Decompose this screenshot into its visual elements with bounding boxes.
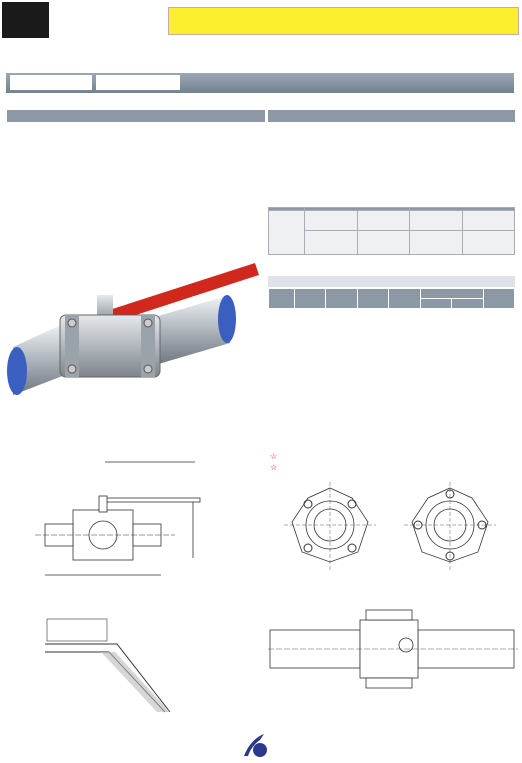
col-partname <box>294 110 388 122</box>
dim-col-f <box>389 289 420 309</box>
flange-large-drawing <box>400 480 500 590</box>
pressure-val-steam <box>357 231 410 255</box>
nomenclature-label <box>10 75 92 90</box>
materials-label <box>96 75 180 90</box>
side-view-drawing <box>268 600 518 700</box>
pressure-cond-steam <box>357 211 410 231</box>
col-material <box>129 110 265 122</box>
parts-table-right <box>268 110 515 122</box>
dimensions-title <box>268 276 515 287</box>
test-seat-label <box>462 211 515 231</box>
dim-col-t-5s <box>420 299 451 309</box>
section-drawing <box>5 440 215 590</box>
col-no <box>268 110 294 122</box>
dim-col-d <box>295 289 326 309</box>
temperature-chart <box>5 600 220 735</box>
note-purge <box>270 463 277 472</box>
flange-small-drawing <box>280 480 380 590</box>
test-body-label <box>410 211 463 231</box>
pressure-table <box>268 207 515 255</box>
right-pipe-cap <box>218 295 236 343</box>
col-no <box>7 110 33 122</box>
star-icon: ☆ <box>270 452 278 461</box>
model-code-badge <box>2 2 49 38</box>
pressure-cond-water <box>305 211 358 231</box>
drawing-handle <box>105 498 200 502</box>
test-body-value <box>410 231 463 255</box>
temp-legend <box>47 619 107 641</box>
test-seat-value <box>462 231 515 255</box>
dim-col-t <box>420 289 483 299</box>
valve-photo <box>5 255 265 405</box>
parts-table-left <box>7 110 265 122</box>
dim-col-e <box>326 289 357 309</box>
english-title-banner <box>168 7 519 35</box>
pressure-val-water <box>305 231 358 255</box>
dim-col-h <box>357 289 388 309</box>
right-pipe <box>155 295 230 365</box>
dim-col-lg <box>483 289 514 309</box>
note-polish <box>270 452 277 461</box>
col-partname <box>33 110 129 122</box>
star-icon: ☆ <box>270 463 278 472</box>
dim-col-t-10s <box>452 299 483 309</box>
dimensions-table <box>268 288 515 309</box>
pressure-nominal-value <box>269 211 305 255</box>
left-pipe-cap <box>7 347 27 395</box>
dim-col-size <box>269 289 295 309</box>
page-number-logo <box>238 732 272 760</box>
col-material <box>388 110 515 122</box>
